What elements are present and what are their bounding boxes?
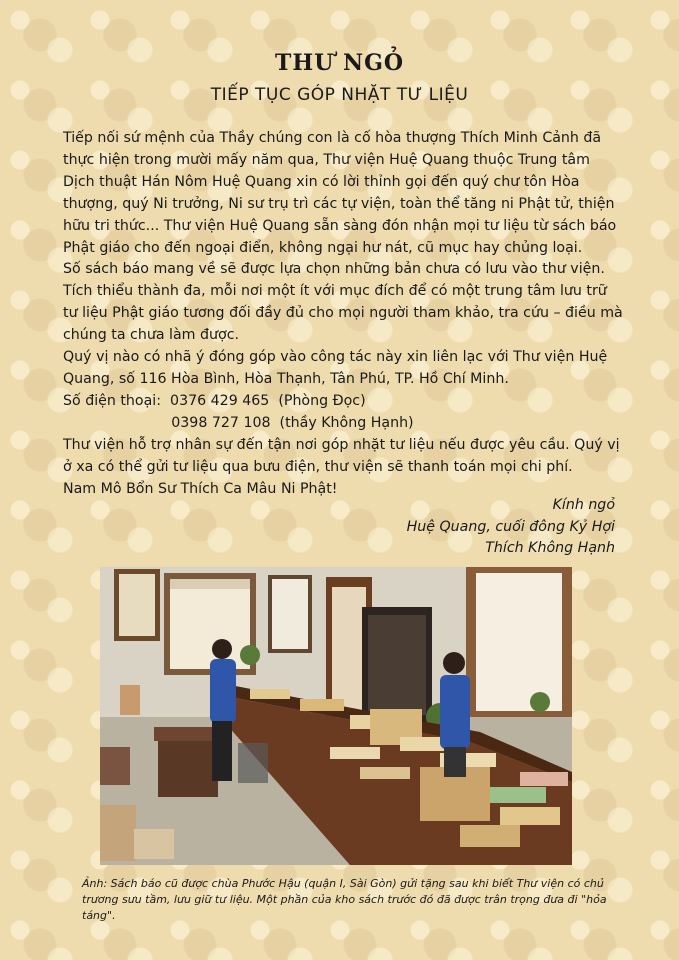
signature-name: Thích Không Hạnh [485, 540, 615, 556]
paragraph-support: Thư viện hỗ trợ nhân sự đến tận nơi góp nhặt tư liệu nếu được yêu cầu. Quý vị ở xa có thể gửi tư liệu qua bưu điện, thư viện sẽ thanh toán mọi chi phí. [63, 436, 620, 475]
paragraph-prayer: Nam Mô Bổn Sư Thích Ca Mâu Ni Phật! [63, 480, 338, 497]
paragraph-contact: Quý vị nào có nhã ý đóng góp vào công tác này xin liên lạc với Thư viện Huệ Quang, số 116 Hòa Bình, Hòa Thạnh, Tân Phú, TP. Hồ Chí Minh. [63, 349, 608, 387]
paragraph-selection: Số sách báo mang về sẽ được lựa chọn những bản chưa có lưu vào thư viện. Tích thiểu thành đa, mỗi nơi một ít với mục đích để có một trung tâm lưu trữ tư liệu Phật giáo tương đối đầy đủ cho mọi người tham khảo, tra cứu – điều mà chúng ta chưa làm được. [63, 261, 623, 344]
page-subtitle: TIẾP TỤC GÓP NHẶT TƯ LIỆU [210, 85, 469, 105]
signature-block [407, 495, 615, 560]
library-photo [100, 567, 572, 865]
letter-body [63, 128, 623, 500]
phone-line-2: 0398 727 108 (thầy Không Hạnh) [63, 414, 414, 431]
phone-line-1: Số điện thoại: 0376 429 465 (Phòng Đọc) [63, 392, 366, 409]
photo-caption: Ảnh: Sách báo cũ được chùa Phước Hậu (quận I, Sài Gòn) gửi tặng sau khi biết Thư viện có chủ trương sưu tầm, lưu giữ tư liệu. Một phần của kho sách trước đó đã được trân trọng đưa đi "hỏa táng". [82, 877, 607, 922]
page-title: THƯ NGỎ [274, 50, 405, 76]
signature-greeting: Kính ngỏ [552, 497, 615, 513]
paragraph-intro: Tiếp nối sứ mệnh của Thầy chúng con là cố hòa thượng Thích Minh Cảnh đã thực hiện trong mười mấy năm qua, Thư viện Huệ Quang thuộc Trung tâm Dịch thuật Hán Nôm Huệ Quang xin có lời thỉnh gọi đến quý chư tôn Hòa thượng, quý Ni trưởng, Ni sư trụ trì các tự viện, toàn thể tăng ni Phật tử, thiện hữu tri thức... Thư viện Huệ Quang sẵn sàng đón nhận mọi tư liệu từ sách báo Phật giáo cho đến ngoại điển, không ngại hư nát, cũ mục hay chủng loại. [63, 130, 617, 256]
signature-place-date: Huệ Quang, cuối đông Kỷ Hợi [406, 518, 615, 535]
